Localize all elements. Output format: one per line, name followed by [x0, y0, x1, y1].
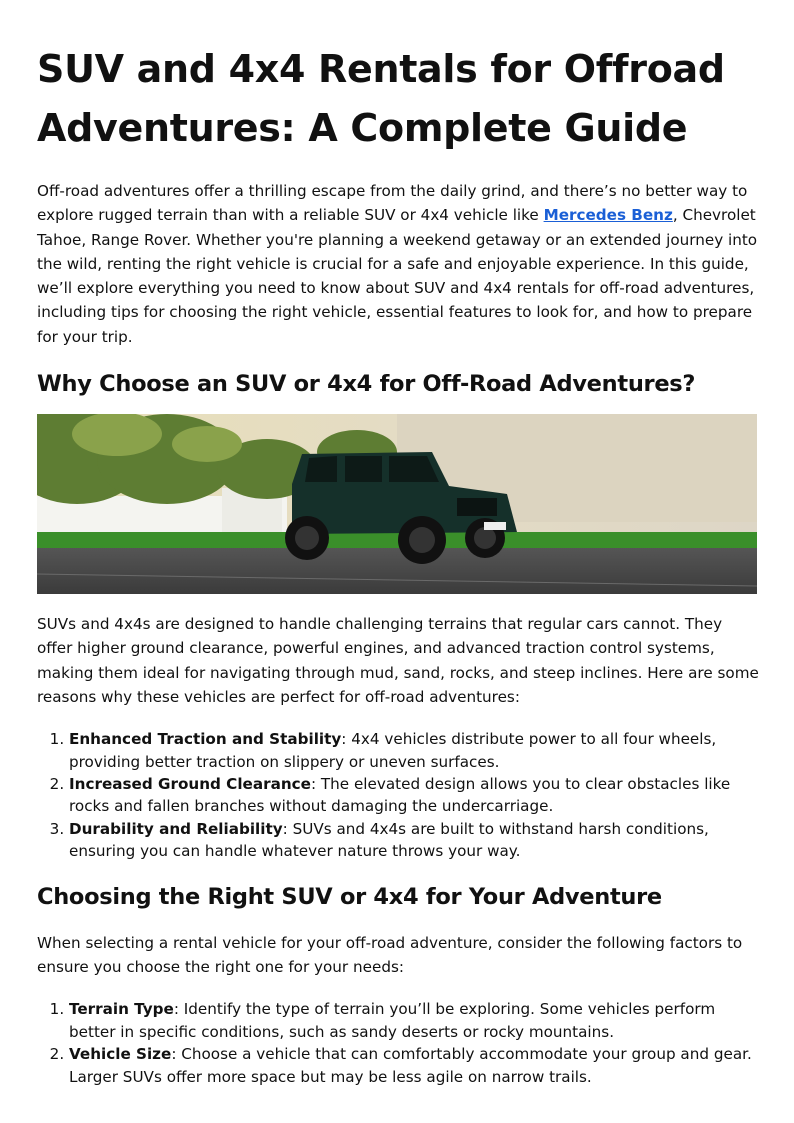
list-item	[69, 773, 759, 818]
section1-paragraph: SUVs and 4x4s are designed to handle challenging terrains that regular cars cannot. They offer higher ground clearance, powerful engines, and advanced traction control systems, making them ideal for navigating through mud, sand, rocks, and steep inclines. Here are some reasons why these vehicles are perfect for off-road adventures:	[37, 615, 759, 706]
section-heading-choosing: Choosing the Right SUV or 4x4 for Your Adventure	[37, 883, 662, 910]
list-item-text: : 4x4 vehicles distribute power to all four wheels, providing better traction on slippery or uneven surfaces.	[69, 730, 717, 771]
list-item-text: : Identify the type of terrain you’ll be exploring. Some vehicles perform better in specific conditions, such as sandy deserts or rocky mountains.	[69, 1000, 716, 1041]
list-item-term: Vehicle Size	[69, 1045, 172, 1064]
article	[37, 0, 759, 1088]
list-item	[69, 998, 759, 1043]
list-item-term: Durability and Reliability	[69, 819, 283, 838]
section-heading-why-choose: Why Choose an SUV or 4x4 for Off-Road Adventures?	[37, 371, 696, 398]
list-item-term: Increased Ground Clearance	[69, 775, 311, 794]
list-item-text: : SUVs and 4x4s are built to withstand harsh conditions, ensuring you can handle whatever nature throws your way.	[69, 819, 709, 861]
intro-text-start: Off-road adventures offer a thrilling escape from the daily grind, and there’s no better way to explore rugged terrain than with a reliable SUV or 4x4 vehicle like	[37, 182, 748, 225]
list-item	[69, 1043, 759, 1088]
list-item	[69, 818, 759, 863]
list-item	[69, 728, 759, 773]
factors-list	[37, 998, 759, 1088]
intro-text-end: , Chevrolet Tahoe, Range Rover. Whether you're planning a weekend getaway or an extended journey into the wild, renting the right vehicle is crucial for a safe and enjoyable experience. In this guide, we’ll explore everything you need to know about SUV and 4x4 rentals for off-road adventures, including tips for choosing the right vehicle, essential features to look for, and how to prepare for your trip.	[37, 206, 758, 346]
list-item-term: Terrain Type	[69, 1000, 174, 1019]
list-item-text: : Choose a vehicle that can comfortably accommodate your group and gear. Larger SUVs offer more space but may be less agile on narrow trails.	[69, 1045, 752, 1086]
reasons-list	[37, 728, 759, 862]
intro-paragraph	[37, 179, 759, 349]
mercedes-benz-link[interactable]: Mercedes Benz	[543, 206, 673, 225]
suv-hero-image	[37, 414, 757, 594]
section2-paragraph: When selecting a rental vehicle for your off-road adventure, consider the following factors to ensure you choose the right one for your needs:	[37, 933, 743, 976]
page-title: SUV and 4x4 Rentals for Offroad Adventures: A Complete Guide	[37, 47, 725, 150]
list-item-term: Enhanced Traction and Stability	[69, 730, 342, 749]
list-item-text: : The elevated design allows you to clear obstacles like rocks and fallen branches without damaging the undercarriage.	[69, 775, 731, 816]
